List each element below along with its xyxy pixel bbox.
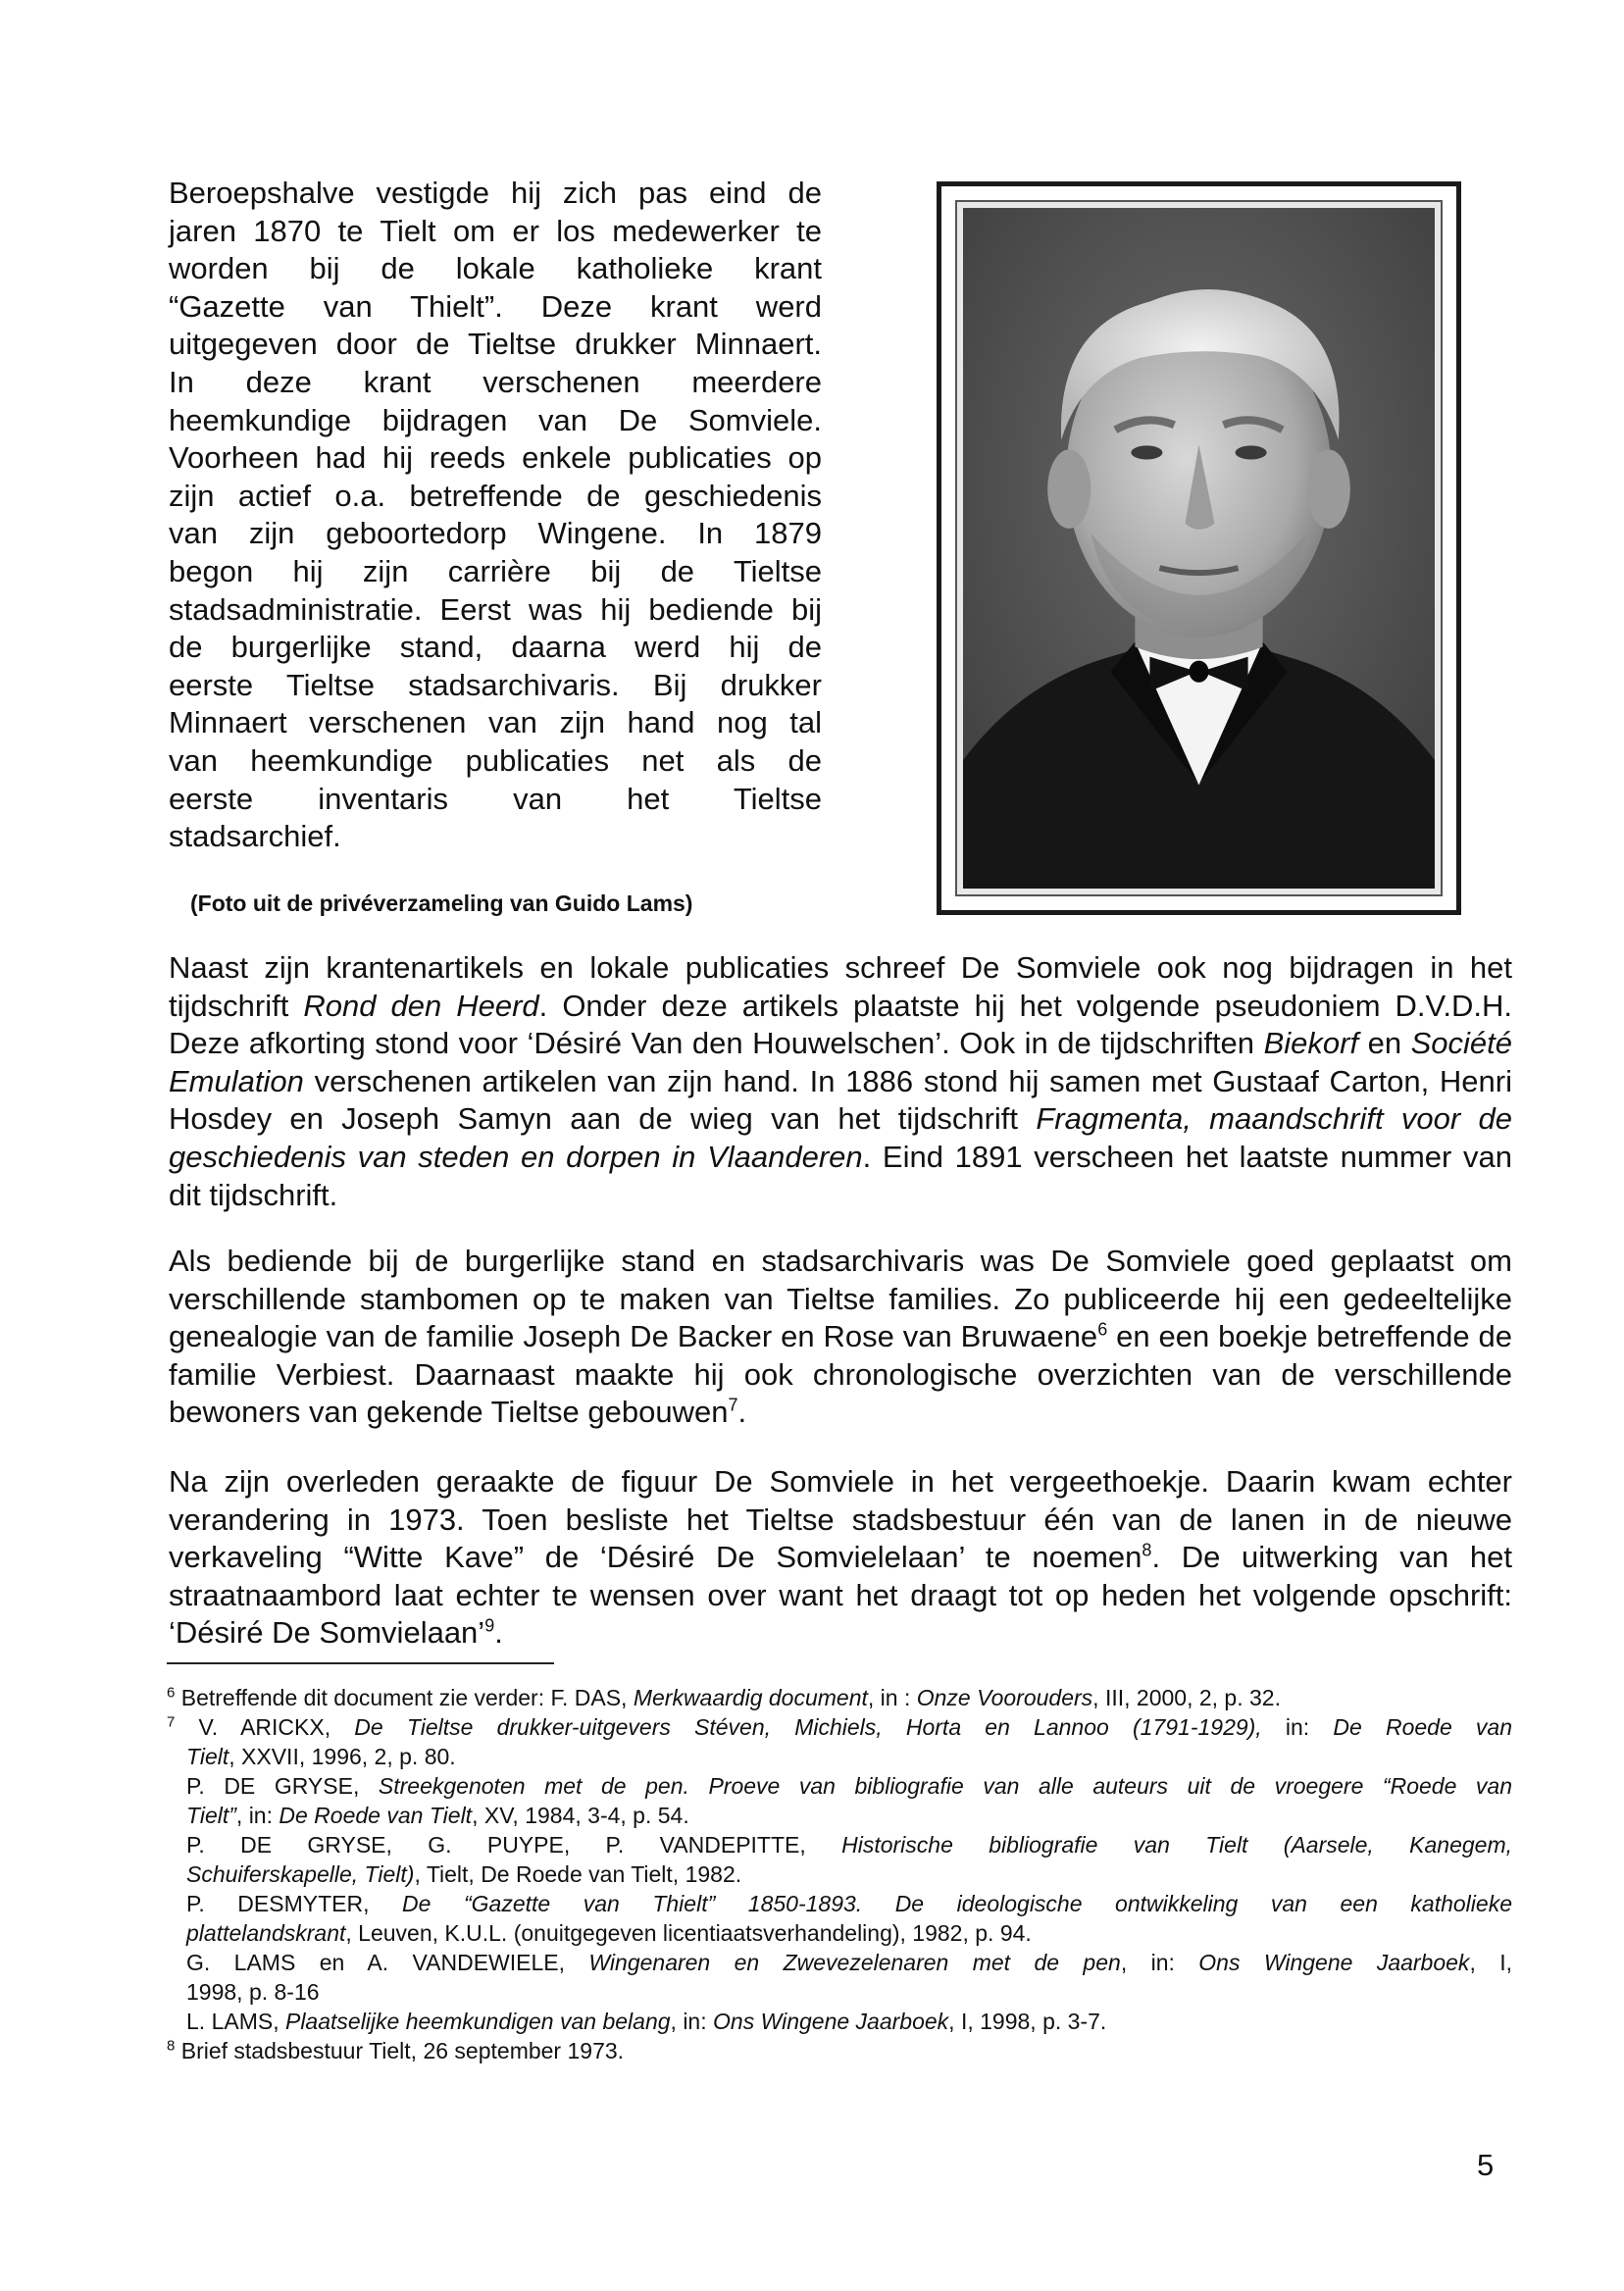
para2-text-a: Als bediende bij de burgerlijke stand en stadsarchivaris was De Somviele goed geplaatst om verschillende stambomen op te maken van Tieltse families. Zo publiceerde hij een gedeeltelijke genealogie van de familie Joseph De Backer en Rose van Bruwaene xyxy=(169,1244,1512,1354)
intro-line: “Gazette van Thielt”. Deze krant werd xyxy=(169,288,822,324)
portrait-photo-frame xyxy=(937,181,1461,915)
para1-text-c: . Onder deze artikels plaatste hij het volgende pseudoniem D.V.D.H. Deze afkorting stond voor ‘Désiré Van den Houwelschen’. Ook in de tijdschriften xyxy=(169,988,1512,1061)
fn7-l1a: V. ARICKX, xyxy=(175,1714,355,1740)
fn7-r1b: Streekgenoten met de pen. Proeve van bibliografie van alle auteurs uit de vroegere “Roede van xyxy=(378,1773,1513,1799)
fn6-journal: Onze Voorouders xyxy=(916,1685,1093,1710)
footnote-7-ref-2-line-2 xyxy=(167,1801,1512,1830)
fn7-r5e: , I, 1998, p. 3-7. xyxy=(948,2009,1107,2034)
fn7-r2b: Historische bibliografie van Tielt (Aarsele, Kanegem, xyxy=(841,1832,1513,1858)
footnote-6 xyxy=(167,1683,1512,1712)
paragraph-1 xyxy=(169,949,1512,1214)
page-number: 5 xyxy=(1477,2148,1495,2182)
footnote-divider xyxy=(167,1662,554,1664)
footnote-8-number: 8 xyxy=(167,2037,176,2055)
fn6-text-a: Betreffende dit document zie verder: F. DAS, xyxy=(175,1685,634,1710)
intro-line: Beroepshalve vestigde hij zich pas eind de xyxy=(169,176,822,210)
fn7-r1d: , in: xyxy=(235,1803,279,1828)
footnote-ref-8[interactable]: 8 xyxy=(1142,1540,1152,1560)
fn7-r5a: L. LAMS, xyxy=(186,2009,285,2034)
para2-text-b: en een boekje betreffende de familie Verbiest. Daarnaast maakte hij ook chronologische overzichten van de verschillende bewoners van gekende Tieltse gebouwen xyxy=(169,1319,1512,1430)
paragraph-3 xyxy=(169,1463,1512,1653)
intro-line: worden bij de lokale katholieke krant xyxy=(169,251,822,286)
fn8-text: Brief stadsbestuur Tielt, 26 september 1973. xyxy=(175,2038,625,2063)
intro-line: Voorheen had hij reeds enkele publicaties op xyxy=(169,440,822,476)
footnote-ref-7[interactable]: 7 xyxy=(728,1396,738,1416)
intro-line: van heemkundige publicaties net als de xyxy=(169,742,822,778)
para2-text-c: . xyxy=(737,1395,747,1430)
footnote-7-ref-4-line-1 xyxy=(167,1889,1512,1918)
fn7-r4b: Wingenaren en Zwevezelenaren met de pen xyxy=(588,1950,1121,1975)
para3-text-a: Na zijn overleden geraakte de figuur De Somviele in het vergeethoekje. Daarin kwam echter verandering in 1973. Toen besliste het Tieltse stadsbestuur één van de lanen in de nieuwe verkaveling “Witte Kave” de ‘Désiré De Somvielelaan’ te noemen xyxy=(169,1464,1512,1575)
footnote-7-ref-2-line-1 xyxy=(167,1771,1512,1801)
fn7-r5b: Plaatselijke heemkundigen van belang xyxy=(284,2009,671,2034)
intro-line: heemkundige bijdragen van De Somviele. xyxy=(169,402,822,437)
fn7-r2a: P. DE GRYSE, G. PUYPE, P. VANDEPITTE, xyxy=(186,1832,842,1858)
photo-caption: (Foto uit de privéverzameling van Guido Lams) xyxy=(190,891,693,916)
fn7-r3b: De “Gazette van Thielt” 1850-1893. De ideologische ontwikkeling van een katholieke xyxy=(402,1891,1512,1916)
fn7-r3d: , Leuven, K.U.L. (onuitgegeven licentiaatsverhandeling), 1982, p. 94. xyxy=(345,1920,1032,1946)
fn7-r4e: , I, xyxy=(1469,1950,1512,1975)
footnotes xyxy=(167,1683,1512,2065)
footnote-7-line-1 xyxy=(167,1712,1512,1742)
intro-line: stadsarchief. xyxy=(169,819,341,854)
fn7-r3a: P. DESMYTER, xyxy=(186,1891,403,1916)
intro-line: zijn actief o.a. betreffende de geschiedenis xyxy=(169,478,822,513)
para1-title-societe-emulation: Société Emulation xyxy=(169,1026,1512,1098)
intro-line: de burgerlijke stand, daarna werd hij de xyxy=(169,630,822,665)
footnote-7-line-2 xyxy=(167,1742,1512,1771)
fn7-r1f: , XV, 1984, 3-4, p. 54. xyxy=(472,1803,689,1828)
para1-text-g: verschenen artikelen van zijn hand. In 1886 stond hij samen met Gustaaf Carton, Henri Hosdey en Joseph Samyn aan de wieg van het tijdschrift xyxy=(169,1063,1512,1137)
para1-title-biekorf: Biekorf xyxy=(1263,1026,1359,1061)
fn7-l2a: Tielt xyxy=(186,1744,229,1769)
fn7-r3c: plattelandskrant xyxy=(186,1920,346,1946)
intro-column-text xyxy=(169,175,822,856)
footnote-7-ref-3-line-1 xyxy=(167,1830,1512,1859)
fn6-title: Merkwaardig document xyxy=(633,1685,868,1710)
para1-title-fragmenta: Fragmenta, maandschrift voor de geschiedenis van steden en dorpen in Vlaanderen xyxy=(169,1101,1512,1174)
footnote-ref-9[interactable]: 9 xyxy=(484,1616,495,1637)
fn7-l2b: , XXVII, 1996, 2, p. 80. xyxy=(228,1744,456,1769)
fn7-r4c: , in: xyxy=(1120,1950,1199,1975)
footnote-7-ref-3-line-2 xyxy=(167,1859,1512,1889)
para3-text-c: . xyxy=(494,1615,503,1651)
footnote-7-ref-4-line-2 xyxy=(167,1918,1512,1948)
para1-text-a: Naast zijn krantenartikels en lokale publicaties schreef De Somviele ook nog bijdragen in het tijdschrift xyxy=(169,950,1512,1023)
fn7-l1d: De Roede van xyxy=(1333,1714,1513,1740)
fn7-r5d: Ons Wingene Jaarboek xyxy=(713,2009,949,2034)
paragraph-2 xyxy=(169,1243,1512,1432)
intro-line: eerste Tieltse stadsarchivaris. Bij drukker xyxy=(169,667,822,702)
intro-line: jaren 1870 te Tielt om er los medewerker te xyxy=(169,213,822,248)
footnote-7-ref-5-line-2 xyxy=(167,1977,1512,2007)
fn7-r1c: Tielt” xyxy=(186,1803,236,1828)
portrait-image xyxy=(963,208,1435,889)
fn7-r4a: G. LAMS en A. VANDEWIELE, xyxy=(186,1950,589,1975)
fn7-r2d: , Tielt, De Roede van Tielt, 1982. xyxy=(414,1861,742,1887)
fn7-r1e: De Roede van Tielt xyxy=(279,1803,473,1828)
para1-title-rond-den-heerd: Rond den Heerd xyxy=(303,988,539,1023)
intro-line: In deze krant verschenen meerdere xyxy=(169,364,822,399)
intro-line: eerste inventaris van het Tieltse xyxy=(169,781,822,816)
fn7-r1a: P. DE GRYSE, xyxy=(186,1773,379,1799)
fn7-r4f: 1998, p. 8-16 xyxy=(186,1979,320,2005)
para1-text-i: . Eind 1891 verscheen het laatste nummer van dit tijdschrift. xyxy=(169,1139,1512,1212)
footnote-7-number: 7 xyxy=(167,1713,176,1731)
intro-line: Minnaert verschenen van zijn hand nog tal xyxy=(169,705,822,740)
intro-line: begon hij zijn carrière bij de Tieltse xyxy=(169,553,822,588)
fn7-r2c: Schuiferskapelle, Tielt) xyxy=(186,1861,415,1887)
footnote-8 xyxy=(167,2036,1512,2065)
para3-text-b: . De uitwerking van het straatnaambord laat echter te wensen over want het draagt tot op heden het volgende opschrift: ‘Désiré De Somvielaan’ xyxy=(169,1540,1513,1651)
portrait-photo xyxy=(955,200,1443,896)
intro-line: stadsadministratie. Eerst was hij bediende bij xyxy=(169,591,822,627)
fn7-r4d: Ons Wingene Jaarboek xyxy=(1198,1950,1470,1975)
intro-line: van zijn geboortedorp Wingene. In 1879 xyxy=(169,516,822,551)
fn6-text-e: , III, 2000, 2, p. 32. xyxy=(1092,1685,1281,1710)
fn7-l1c: in: xyxy=(1261,1714,1334,1740)
fn6-text-c: , in : xyxy=(867,1685,917,1710)
fn7-r5c: , in: xyxy=(670,2009,714,2034)
footnote-6-number: 6 xyxy=(167,1684,176,1702)
footnote-ref-6[interactable]: 6 xyxy=(1097,1319,1108,1340)
footnote-7-ref-5-line-1 xyxy=(167,1948,1512,1977)
footnote-7-ref-6 xyxy=(167,2007,1512,2036)
fn7-l1b: De Tieltse drukker-uitgevers Stéven, Michiels, Horta en Lannoo (1791-1929), xyxy=(354,1714,1262,1740)
intro-line: uitgegeven door de Tieltse drukker Minnaert. xyxy=(169,327,822,362)
para1-text-e: en xyxy=(1358,1026,1411,1061)
